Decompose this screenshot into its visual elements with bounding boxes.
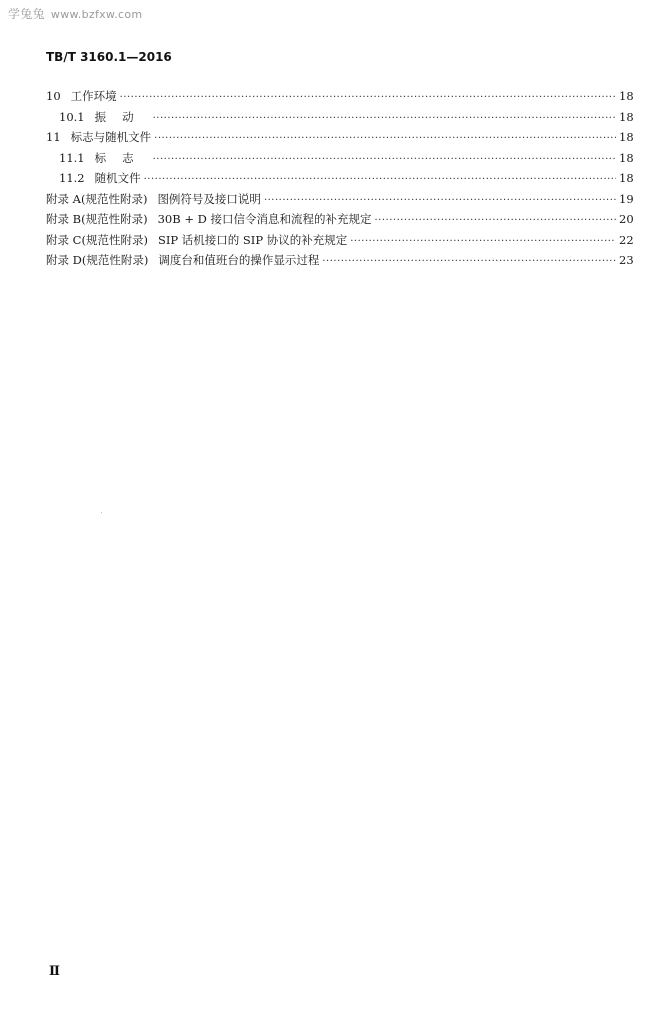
toc-entry-page: 18 [619, 171, 634, 185]
standard-code-header: TB/T 3160.1—2016 [46, 50, 172, 64]
appendix-label: 附录 A(规范性附录) [46, 191, 148, 206]
toc-entry-title: 随机文件 [94, 171, 141, 185]
toc-entry-title: 振动 [94, 109, 150, 124]
toc-appendix-entry[interactable] [46, 230, 633, 251]
appendix-page: 19 [619, 191, 634, 206]
dot-leader [154, 129, 616, 150]
dot-leader [153, 150, 616, 171]
dot-leader [264, 191, 616, 212]
appendix-label: 附录 C(规范性附录) [46, 232, 148, 247]
toc-entry-title: 标志 [94, 150, 150, 165]
toc-entry-number: 11.2 [59, 171, 85, 185]
page-number: Ⅱ [49, 964, 60, 979]
appendix-title: 图例符号及接口说明 [157, 191, 261, 206]
watermark [8, 5, 142, 22]
toc-entry-title: 工作环境 [70, 89, 117, 103]
toc-entry-number: 10 [46, 89, 61, 103]
appendix-title: SIP 话机接口的 SIP 协议的补充规定 [157, 232, 348, 247]
toc-appendix-entry[interactable] [46, 250, 633, 271]
dot-leader [375, 211, 617, 232]
appendix-page: 20 [619, 212, 634, 226]
appendix-label: 附录 B(规范性附录) [46, 212, 148, 226]
appendix-page: 23 [619, 253, 634, 267]
toc-entry-page: 18 [619, 109, 634, 124]
watermark-site-name: 学兔兔 [8, 7, 45, 21]
toc-entry-page: 18 [619, 150, 634, 165]
toc-entry-page: 18 [619, 89, 634, 103]
appendix-page: 22 [619, 232, 634, 247]
toc-entry[interactable] [46, 148, 633, 169]
toc-entry-number: 10.1 [59, 109, 85, 124]
dot-leader [350, 232, 616, 253]
dot-leader [153, 109, 616, 130]
dot-leader [120, 88, 616, 109]
dot-leader [144, 170, 616, 191]
table-of-contents [46, 86, 633, 271]
toc-appendix-entry[interactable] [46, 209, 633, 230]
toc-entry[interactable] [46, 168, 633, 189]
toc-entry[interactable] [46, 127, 633, 148]
toc-entry-page: 18 [619, 130, 634, 144]
appendix-title: 调度台和值班台的操作显示过程 [158, 253, 320, 267]
appendix-label: 附录 D(规范性附录) [46, 253, 149, 267]
toc-entry[interactable] [46, 86, 633, 107]
dot-leader [322, 252, 616, 273]
toc-entry-title: 标志与随机文件 [70, 130, 152, 144]
toc-entry-number: 11 [46, 130, 61, 144]
toc-entry-number: 11.1 [59, 150, 85, 165]
appendix-title: 30B + D 接口信令消息和流程的补充规定 [157, 212, 372, 226]
toc-appendix-entry[interactable] [46, 189, 633, 210]
watermark-url: www.bzfxw.com [50, 8, 143, 21]
scan-speck [101, 512, 102, 513]
toc-entry[interactable] [46, 107, 633, 128]
